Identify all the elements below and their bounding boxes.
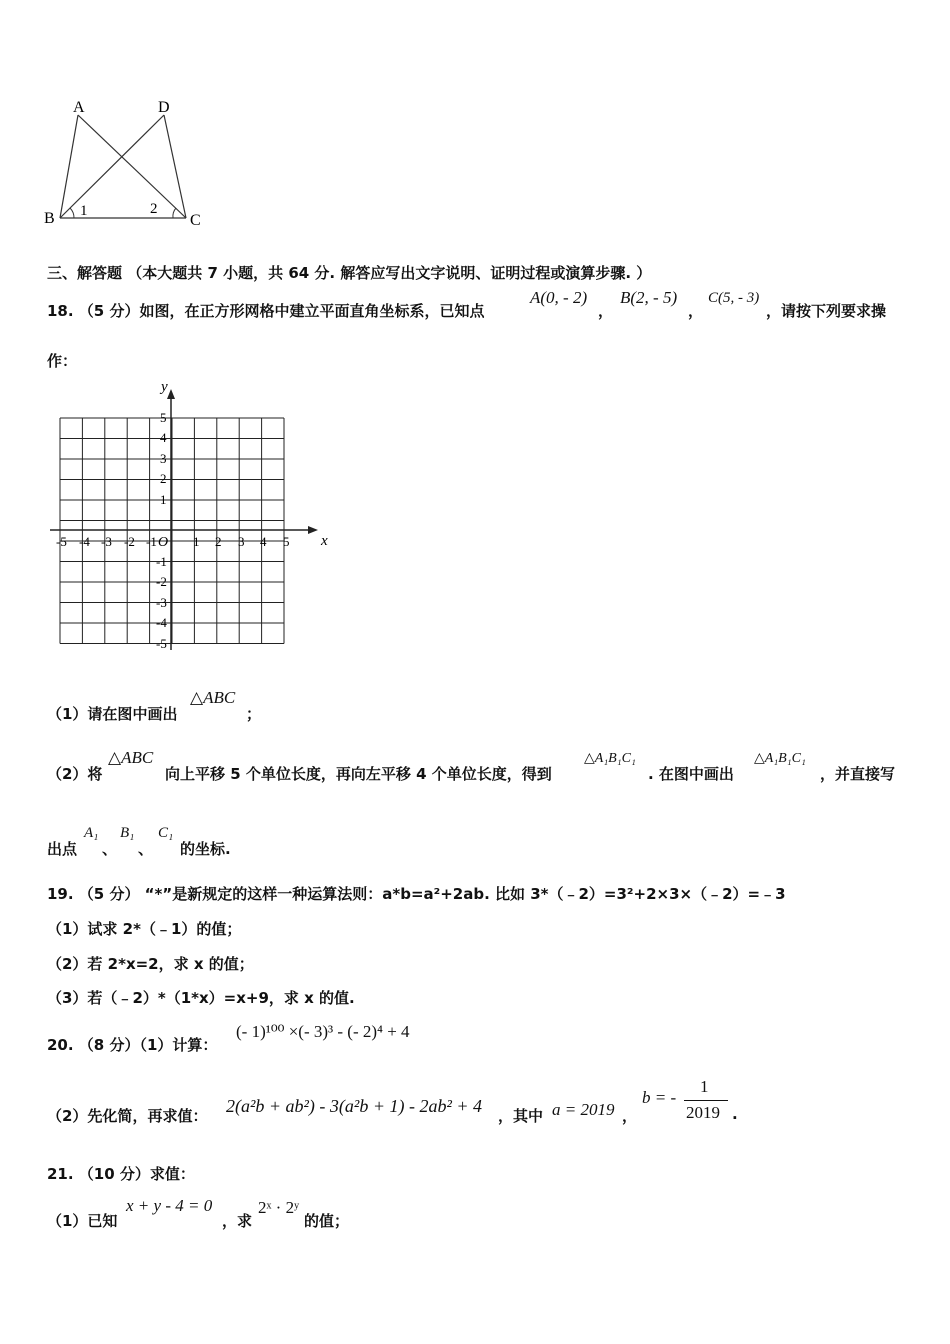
- q18-part2-triangle-1: △A₁B₁C₁: [584, 751, 636, 766]
- q18-comma-2: ，: [688, 302, 704, 320]
- line-ac: [78, 115, 186, 218]
- q21-part1-lead: （1）已知: [47, 1212, 118, 1230]
- y-tick-label: -4: [156, 615, 167, 630]
- q20-where: ，其中: [498, 1107, 544, 1125]
- x-tick-label: -3: [101, 534, 112, 549]
- y-tick-label: -3: [156, 595, 167, 610]
- x-tick-label: 1: [193, 534, 200, 549]
- y-tick-label: -1: [156, 554, 167, 569]
- q18-part1-tail: ；: [246, 705, 262, 723]
- q18-part2-mid2: . 在图中画出: [648, 765, 734, 783]
- q18-sep-1: 、: [102, 840, 118, 858]
- q19-lead: 19. （5 分） “*”是新规定的这样一种运算法则：a*b=a²+2ab. 比如 3*（﹣2）=3²+2×3×（﹣2）=﹣3: [47, 885, 786, 903]
- q21-lead: 21. （10 分）求值：: [47, 1165, 195, 1183]
- q20-end: .: [732, 1105, 738, 1123]
- q20-lead: 20. （8 分）（1）计算：: [47, 1036, 218, 1054]
- q18-part2-triangle-2: △A₁B₁C₁: [754, 751, 806, 766]
- q18-point-b1: B₁: [120, 825, 135, 841]
- y-axis-label: y: [161, 379, 168, 395]
- q18-point-a: A(0, - 2): [530, 288, 588, 307]
- q20-b-numerator: 1: [700, 1077, 709, 1096]
- q20-expr-1: (- 1)¹⁰⁰ ×(- 3)³ - (- 2)⁴ + 4: [236, 1022, 410, 1041]
- y-tick-label: 2: [160, 471, 167, 486]
- q18-point-b: B(2, - 5): [620, 288, 678, 307]
- q20-fraction-bar: [684, 1100, 728, 1101]
- y-tick-label: 1: [160, 492, 167, 507]
- q18-part1-triangle: △ABC: [190, 688, 236, 707]
- q20-b-lhs: b = -: [642, 1088, 677, 1107]
- q18-tail: ，请按下列要求操: [766, 302, 887, 320]
- q18-point-c: C(5, - 3): [708, 290, 760, 306]
- x-tick-label: -5: [56, 534, 67, 549]
- q18-part2-mid: 向上平移 5 个单位长度，再向左平移 4 个单位长度，得到: [165, 765, 552, 783]
- x-axis-label: x: [321, 533, 328, 549]
- q18-part1-lead: （1）请在图中画出: [47, 705, 178, 723]
- q18-part2-lead: （2）将: [47, 765, 103, 783]
- y-tick-label: 4: [160, 430, 167, 445]
- x-tick-label: -4: [79, 534, 90, 549]
- q18-comma-1: ，: [598, 302, 614, 320]
- q18-sep-2: 、: [138, 840, 154, 858]
- y-tick-label: 5: [160, 410, 167, 425]
- x-tick-label: 2: [215, 534, 222, 549]
- label-b: B: [44, 210, 55, 227]
- label-c: C: [190, 212, 201, 229]
- x-tick-label: 5: [283, 534, 290, 549]
- y-tick-label: 3: [160, 451, 167, 466]
- section-3-heading: 三、解答题 （本大题共 7 小题，共 64 分. 解答应写出文字说明、证明过程或演算步骤. ）: [47, 264, 652, 282]
- q21-condition: x + y - 4 = 0: [126, 1196, 213, 1215]
- q20-b-denominator: 2019: [686, 1103, 720, 1122]
- x-tick-label: -1: [146, 534, 157, 549]
- q19-part2: （2）若 2*x=2，求 x 的值；: [47, 955, 254, 973]
- q18-part2-cont-lead: 出点: [47, 840, 78, 858]
- q20-part2-lead: （2）先化简，再求值：: [47, 1107, 208, 1125]
- x-axis-arrow: [308, 526, 318, 534]
- line-dc: [164, 115, 186, 218]
- y-tick-label: -5: [156, 636, 167, 651]
- q18-part2-tail: ，并直接写: [820, 765, 896, 783]
- label-a: A: [73, 99, 85, 116]
- q19-part3: （3）若（﹣2）*（1*x）=x+9，求 x 的值.: [47, 989, 355, 1007]
- angle-2-arc: [173, 208, 176, 218]
- q19-part1: （1）试求 2*（﹣1）的值；: [47, 920, 242, 938]
- q18-point-c1: C₁: [158, 825, 174, 841]
- q18-part2-cont-tail: 的坐标.: [180, 840, 231, 858]
- q20-a-value: a = 2019: [552, 1100, 615, 1119]
- angle-1-arc: [70, 208, 74, 218]
- label-angle-1: 1: [80, 203, 88, 219]
- coordinate-grid: [40, 375, 340, 655]
- q20-comma: ，: [622, 1107, 638, 1125]
- q20-expr-2: 2(a²b + ab²) - 3(a²b + 1) - 2ab² + 4: [226, 1096, 482, 1116]
- x-tick-label: 4: [260, 534, 267, 549]
- q18-part2-triangle: △ABC: [108, 748, 154, 767]
- q18-cont: 作：: [47, 352, 78, 370]
- x-tick-label: -2: [124, 534, 135, 549]
- q18-lead: 18. （5 分）如图，在正方形网格中建立平面直角坐标系，已知点: [47, 302, 485, 320]
- y-tick-label: -2: [156, 574, 167, 589]
- y-axis-arrow: [167, 389, 175, 399]
- q21-expression: 2ˣ · 2ʸ: [258, 1198, 300, 1217]
- origin-label: O: [158, 535, 169, 550]
- label-angle-2: 2: [150, 201, 158, 217]
- q18-point-a1: A₁: [84, 825, 99, 841]
- q21-part1-mid: ，求: [222, 1212, 253, 1230]
- x-tick-label: 3: [238, 534, 245, 549]
- triangle-figure: [40, 95, 220, 235]
- label-d: D: [158, 99, 170, 116]
- q21-part1-tail: 的值；: [304, 1212, 350, 1230]
